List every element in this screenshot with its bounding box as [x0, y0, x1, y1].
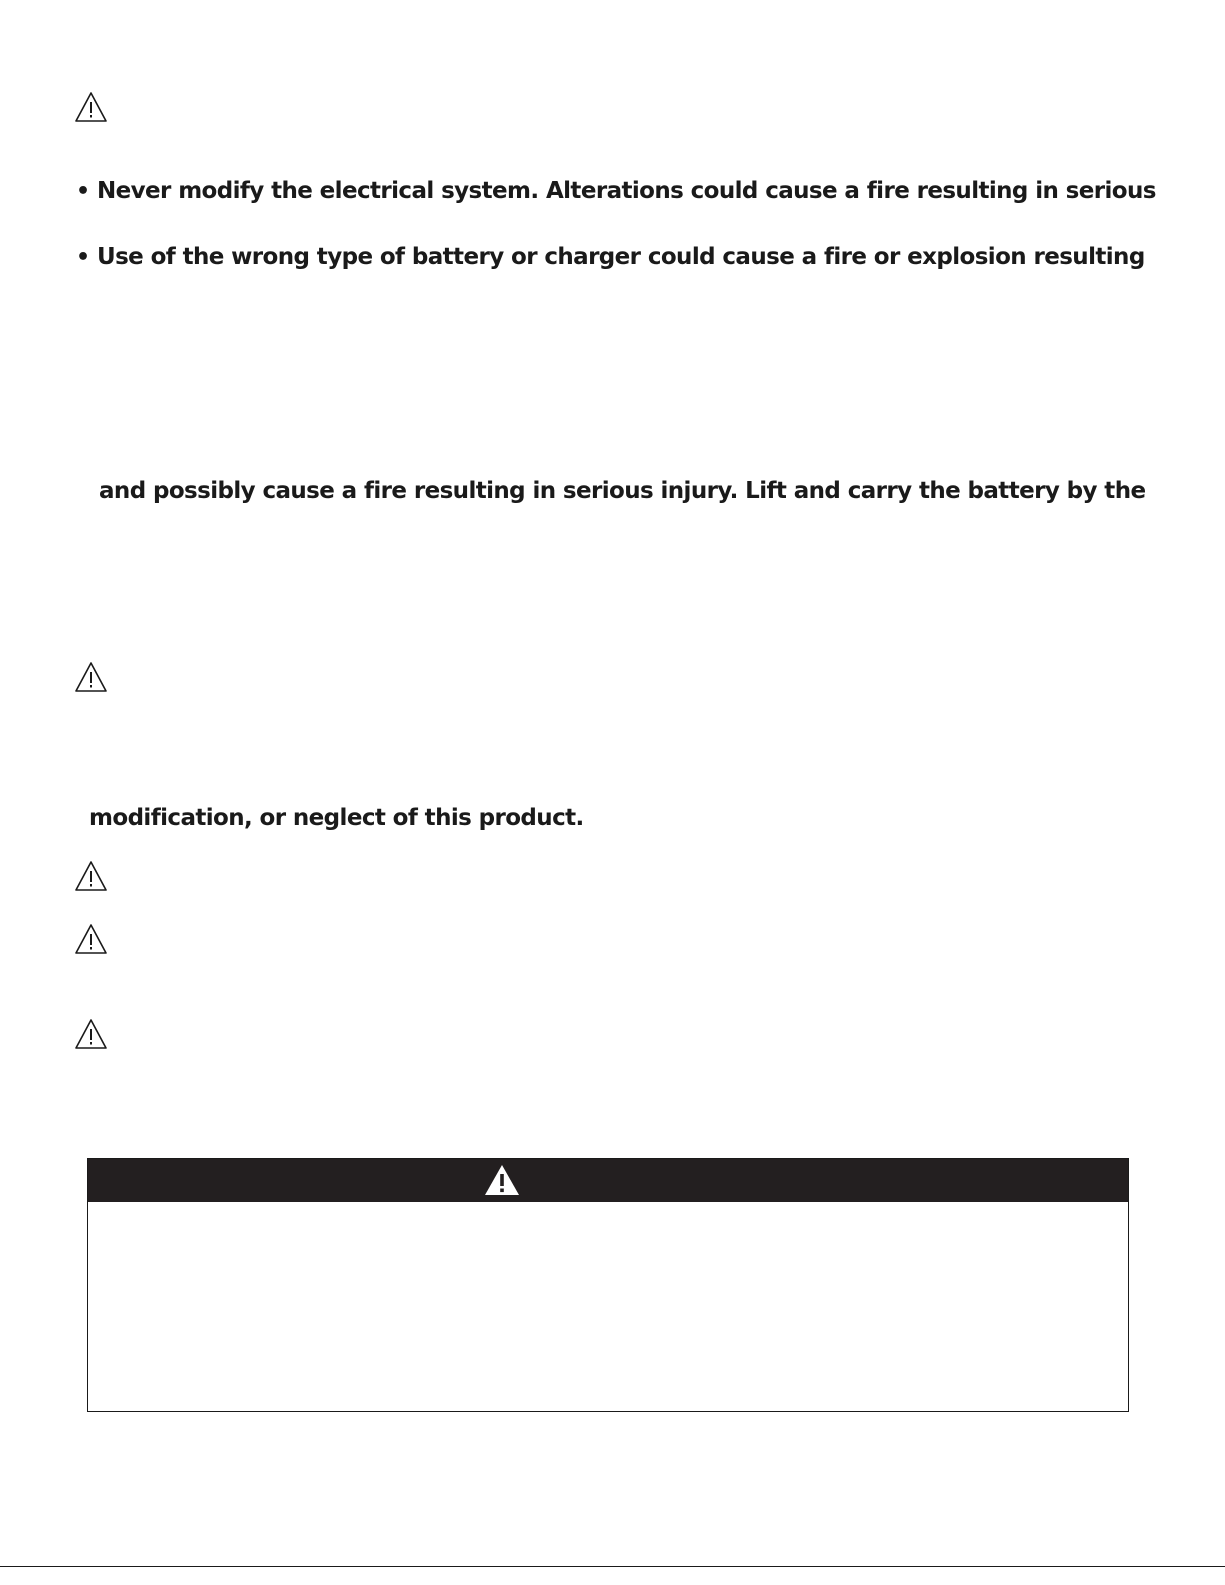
warning-box-header	[88, 1159, 1128, 1202]
warning-box	[87, 1158, 1129, 1412]
warning-triangle-icon	[74, 1018, 108, 1050]
bullet-marker: •	[76, 179, 91, 204]
bullet-marker: •	[76, 245, 91, 270]
bullet-text-electrical-system: Never modify the electrical system. Alterations could cause a fire resulting in serious	[97, 178, 1156, 204]
warning-triangle-icon	[74, 860, 108, 892]
warning-triangle-icon	[74, 923, 108, 955]
page-bottom-rule	[0, 1566, 1225, 1567]
warning-triangle-icon	[74, 661, 108, 693]
warning-triangle-icon	[74, 91, 108, 123]
text-line-battery-fire: and possibly cause a fire resulting in serious injury. Lift and carry the battery by the	[99, 478, 1146, 504]
text-line-modification: modification, or neglect of this product.	[89, 805, 584, 831]
bullet-text-wrong-battery: Use of the wrong type of battery or charger could cause a fire or explosion resulting	[97, 244, 1145, 270]
warning-triangle-filled-icon	[484, 1164, 520, 1196]
